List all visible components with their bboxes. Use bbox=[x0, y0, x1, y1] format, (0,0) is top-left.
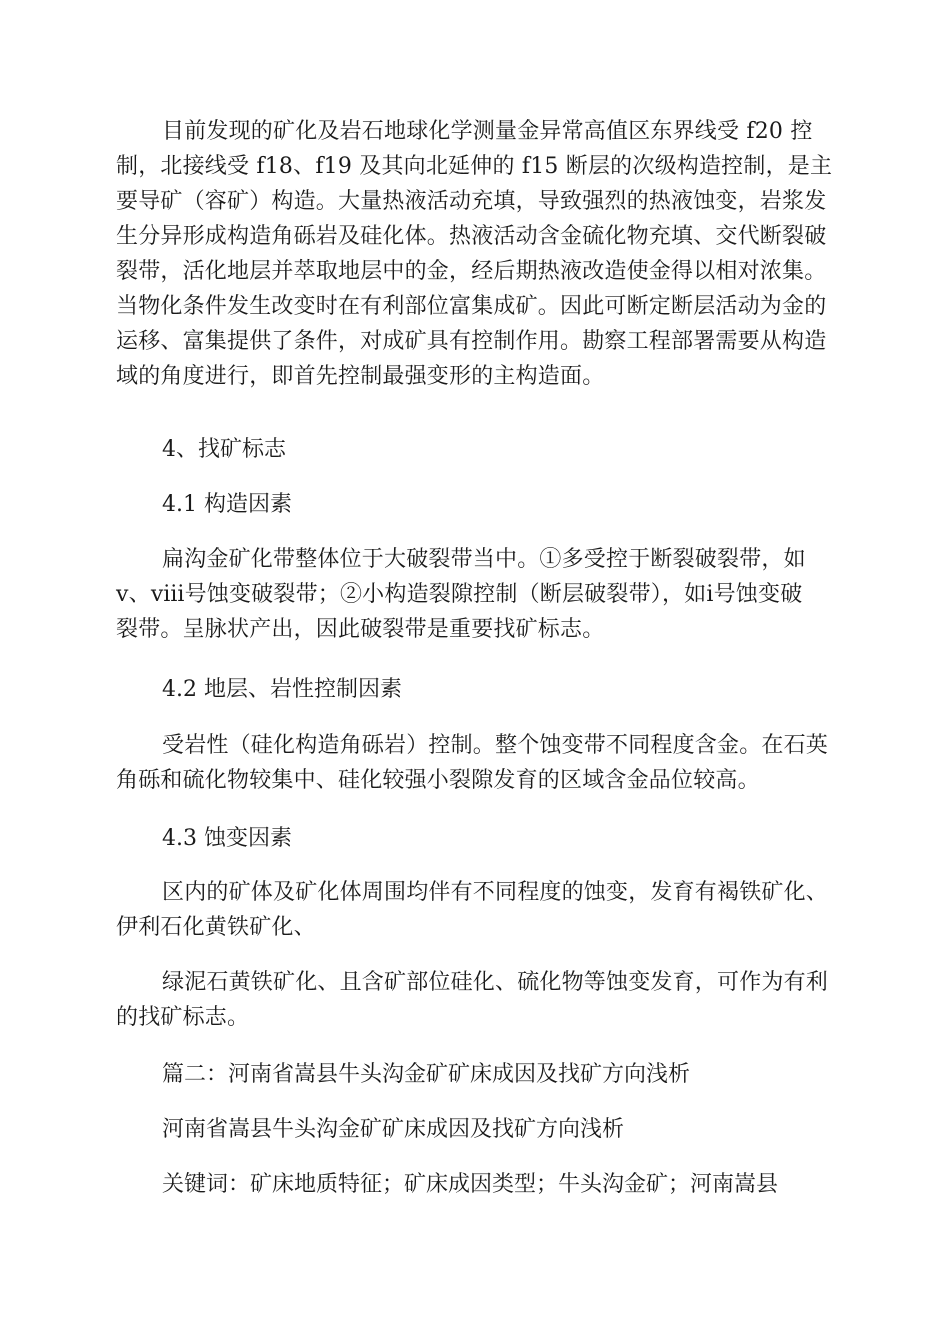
subsection-heading: 4.1 构造因素 bbox=[162, 492, 292, 517]
article-title: 河南省嵩县牛头沟金矿矿床成因及找矿方向浅析 bbox=[162, 1117, 625, 1142]
text-line: 的找矿标志。 bbox=[116, 1005, 250, 1030]
paragraph-alteration-continued bbox=[116, 965, 836, 1035]
part-two-heading: 篇二：河南省嵩县牛头沟金矿矿床成因及找矿方向浅析 bbox=[162, 1062, 691, 1087]
text-line: 制，北接线受 f18、f19 及其向北延伸的 f15 断层的次级构造控制，是主 bbox=[116, 154, 833, 179]
subsection-heading: 4.3 蚀变因素 bbox=[162, 826, 292, 851]
paragraph-structure-factor bbox=[116, 542, 836, 647]
text-line: 生分异形成构造角砾岩及硅化体。热液活动含金硫化物充填、交代断裂破 bbox=[116, 224, 827, 249]
text-line: 裂带，活化地层并萃取地层中的金，经后期热液改造使金得以相对浓集。 bbox=[116, 259, 827, 284]
section-heading: 4、找矿标志 bbox=[162, 437, 286, 462]
text-line: 伊利石化黄铁矿化、 bbox=[116, 915, 316, 940]
text-line: 区内的矿体及矿化体周围均伴有不同程度的蚀变，发育有褐铁矿化、 bbox=[162, 880, 829, 905]
subsection-heading: 4.2 地层、岩性控制因素 bbox=[162, 677, 402, 702]
paragraph-lithology-factor bbox=[116, 728, 836, 798]
text-line: 要导矿（容矿）构造。大量热液活动充填，导致强烈的热液蚀变，岩浆发 bbox=[116, 189, 827, 214]
paragraph-fault-control bbox=[116, 114, 836, 394]
text-line: 域的角度进行，即首先控制最强变形的主构造面。 bbox=[116, 364, 605, 389]
text-line: 运移、富集提供了条件，对成矿具有控制作用。勘察工程部署需要从构造 bbox=[116, 329, 827, 354]
text-line: 角砾和硫化物较集中、硅化较强小裂隙发育的区域含金品位较高。 bbox=[116, 768, 760, 793]
text-line: 绿泥石黄铁矿化、且含矿部位硅化、硫化物等蚀变发育，可作为有利 bbox=[162, 970, 829, 995]
text-line: 裂带。呈脉状产出，因此破裂带是重要找矿标志。 bbox=[116, 617, 605, 642]
keywords-line: 关键词：矿床地质特征；矿床成因类型；牛头沟金矿；河南嵩县 bbox=[162, 1172, 779, 1197]
text-line: 扁沟金矿化带整体位于大破裂带当中。①多受控于断裂破裂带，如 bbox=[162, 547, 806, 572]
text-line: ⅴ、ⅷ号蚀变破裂带；②小构造裂隙控制（断层破裂带），如ⅰ号蚀变破 bbox=[116, 582, 803, 607]
paragraph-alteration-factor bbox=[116, 875, 836, 945]
text-line: 当物化条件发生改变时在有利部位富集成矿。因此可断定断层活动为金的 bbox=[116, 294, 827, 319]
text-line: 受岩性（硅化构造角砾岩）控制。整个蚀变带不同程度含金。在石英 bbox=[162, 733, 829, 758]
text-line: 目前发现的矿化及岩石地球化学测量金异常高值区东界线受 f20 控 bbox=[162, 119, 813, 144]
